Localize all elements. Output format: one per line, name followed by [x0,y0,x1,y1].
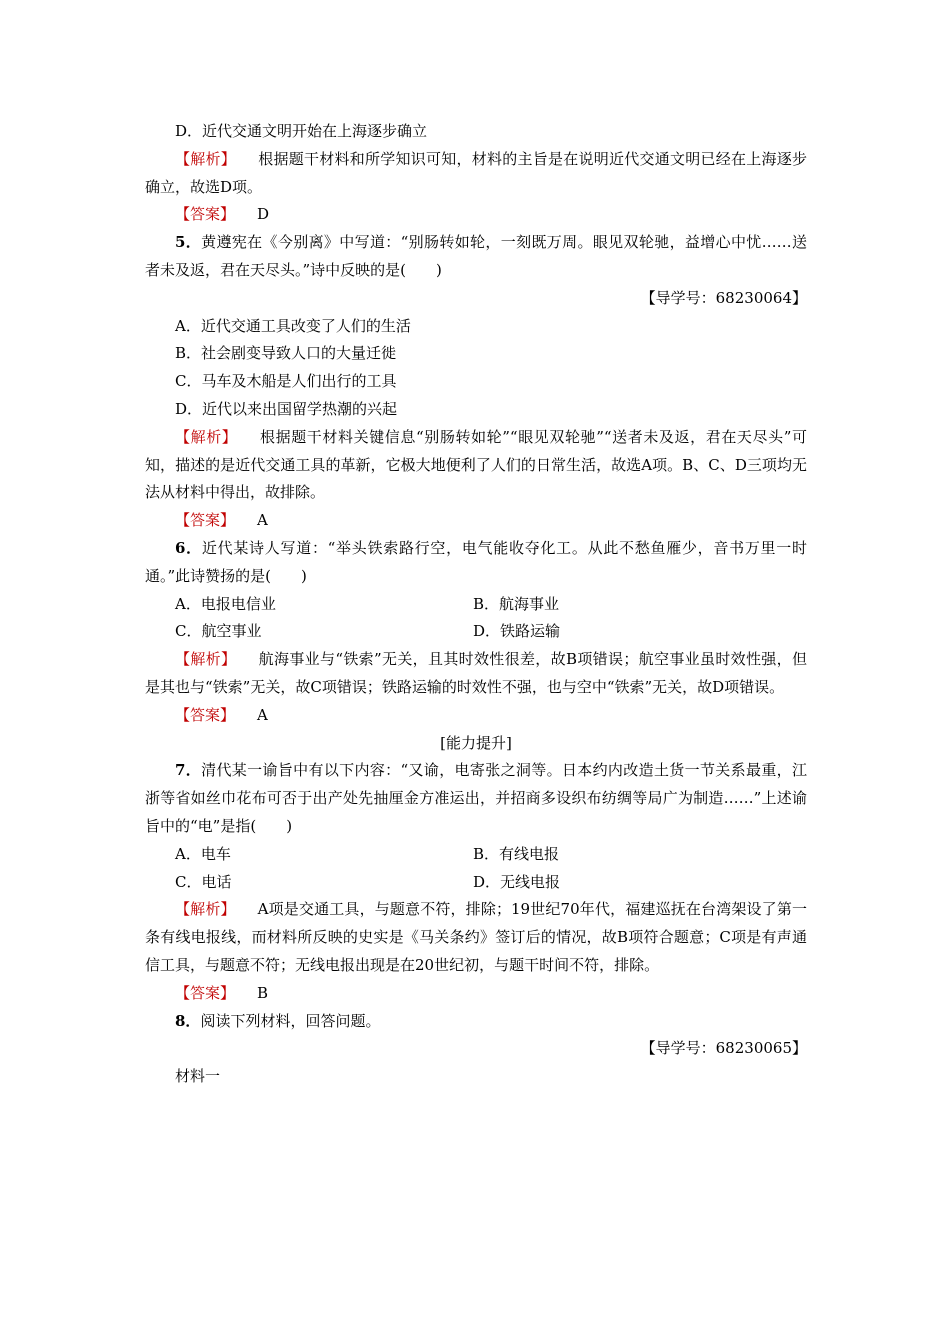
q7-stem [145,757,807,840]
q7-options-row-1 [145,841,807,869]
q6-options-row-2 [145,618,807,646]
q5-analysis [145,424,807,507]
q8-number: 8． [175,1011,201,1030]
q6-stem [145,535,807,591]
q6-option-c: C．航空事业 [175,622,262,641]
q6-analysis-text: 航海事业与“铁索”无关，且其时效性很差，故B项错误；航空事业虽时效性强，但是其也与“铁索”无关，故C项错误；铁路运输的时效性不强，也与空中“铁索”无关，故D项错误。 [145,650,807,696]
q5-option-d: D．近代以来出国留学热潮的兴起 [175,399,398,418]
q8-guide-number: 【导学号：68230065】 [640,1039,807,1058]
q7-stem-text: 清代某一谕旨中有以下内容：“又谕，电寄张之洞等。日本约内改造土货一节关系最重，江浙等省如丝巾花布可否于出产处先抽厘金方准运出，并招商多设织布纺绸等局广为制造……”上述谕旨中的“电”是指( ) [145,761,807,835]
q6-answer-value: A [257,705,268,724]
q7-option-d: D．无线电报 [473,872,561,891]
q6-answer-label: 【答案】 [175,705,236,724]
q5-analysis-text: 根据题干材料关键信息“别肠转如轮”“眼见双轮驰”“送者未及返，君在天尽头”可知，描述的是近代交通工具的革新，它极大地便利了人们的日常生活，故选A项。B、C、D三项均无法从材料中得出，故排除。 [145,427,807,502]
q5-number: 5． [175,233,202,252]
q5-option-c: C．马车及木船是人们出行的工具 [175,372,397,391]
q7-option-c: C．电话 [175,872,232,891]
q7-option-b: B．有线电报 [473,844,560,863]
q7-analysis [145,896,807,979]
document-page [145,118,807,1091]
q7-analysis-label: 【解析】 [175,900,236,919]
q7-analysis-text: A项是交通工具，与题意不符，排除；19世纪70年代，福建巡抚在台湾架设了第一条有线电报线，而材料所反映的史实是《马关条约》签订后的情况，故B项符合题意；C项是有声通信工具，与题意不符；无线电报出现是在20世纪初，与题干时间不符，排除。 [145,900,807,974]
q8-material-label: 材料一 [175,1067,221,1086]
q5-stem [145,229,807,285]
q6-option-d: D．铁路运输 [473,622,561,641]
q7-answer-label: 【答案】 [175,983,236,1002]
q4-answer-label: 【答案】 [175,205,236,224]
q6-analysis-label: 【解析】 [175,650,237,669]
q5-option-b: B．社会剧变导致人口的大量迁徙 [175,344,397,363]
q8-stem [145,1008,807,1036]
section-title: [能力提升] [440,733,512,752]
q8-stem-text: 阅读下列材料，回答问题。 [200,1011,381,1030]
q5-analysis-label: 【解析】 [175,427,238,446]
q7-answer-value: B [257,983,269,1002]
q6-stem-text: 近代某诗人写道：“举头铁索路行空，电气能收夺化工。从此不愁鱼雁少，音书万里一时通。”此诗赞扬的是( ) [145,538,807,585]
q4-analysis-label: 【解析】 [175,149,236,168]
q5-answer-value: A [257,511,268,530]
q5-stem-text: 黄遵宪在《今别离》中写道：“别肠转如轮，一刻既万周。眼见双轮驰，益增心中忧……送者未及返，君在天尽头。”诗中反映的是( ) [145,233,807,279]
q6-analysis [145,646,807,702]
q6-answer [145,702,807,730]
q4-analysis [145,146,807,202]
q5-option-a: A．近代交通工具改变了人们的生活 [175,316,411,335]
q4-answer-value: D [257,205,270,224]
q7-options-row-2 [145,869,807,897]
q6-option-b: B．航海事业 [473,594,560,613]
q5-answer-label: 【答案】 [175,511,236,530]
q6-option-a: A．电报电信业 [175,594,276,613]
q6-options-row-1 [145,591,807,619]
q4-option-d: D．近代交通文明开始在上海逐步确立 [175,122,428,140]
q7-answer [145,980,807,1008]
q5-guide-number: 【导学号：68230064】 [640,288,807,307]
q7-option-a: A．电车 [175,844,231,863]
q5-answer [145,507,807,535]
q6-number: 6． [175,538,202,557]
q7-number: 7． [175,761,202,780]
q4-answer [145,201,807,229]
q4-analysis-text: 根据题干材料和所学知识可知，材料的主旨是在说明近代交通文明已经在上海逐步确立，故选D项。 [145,149,807,196]
